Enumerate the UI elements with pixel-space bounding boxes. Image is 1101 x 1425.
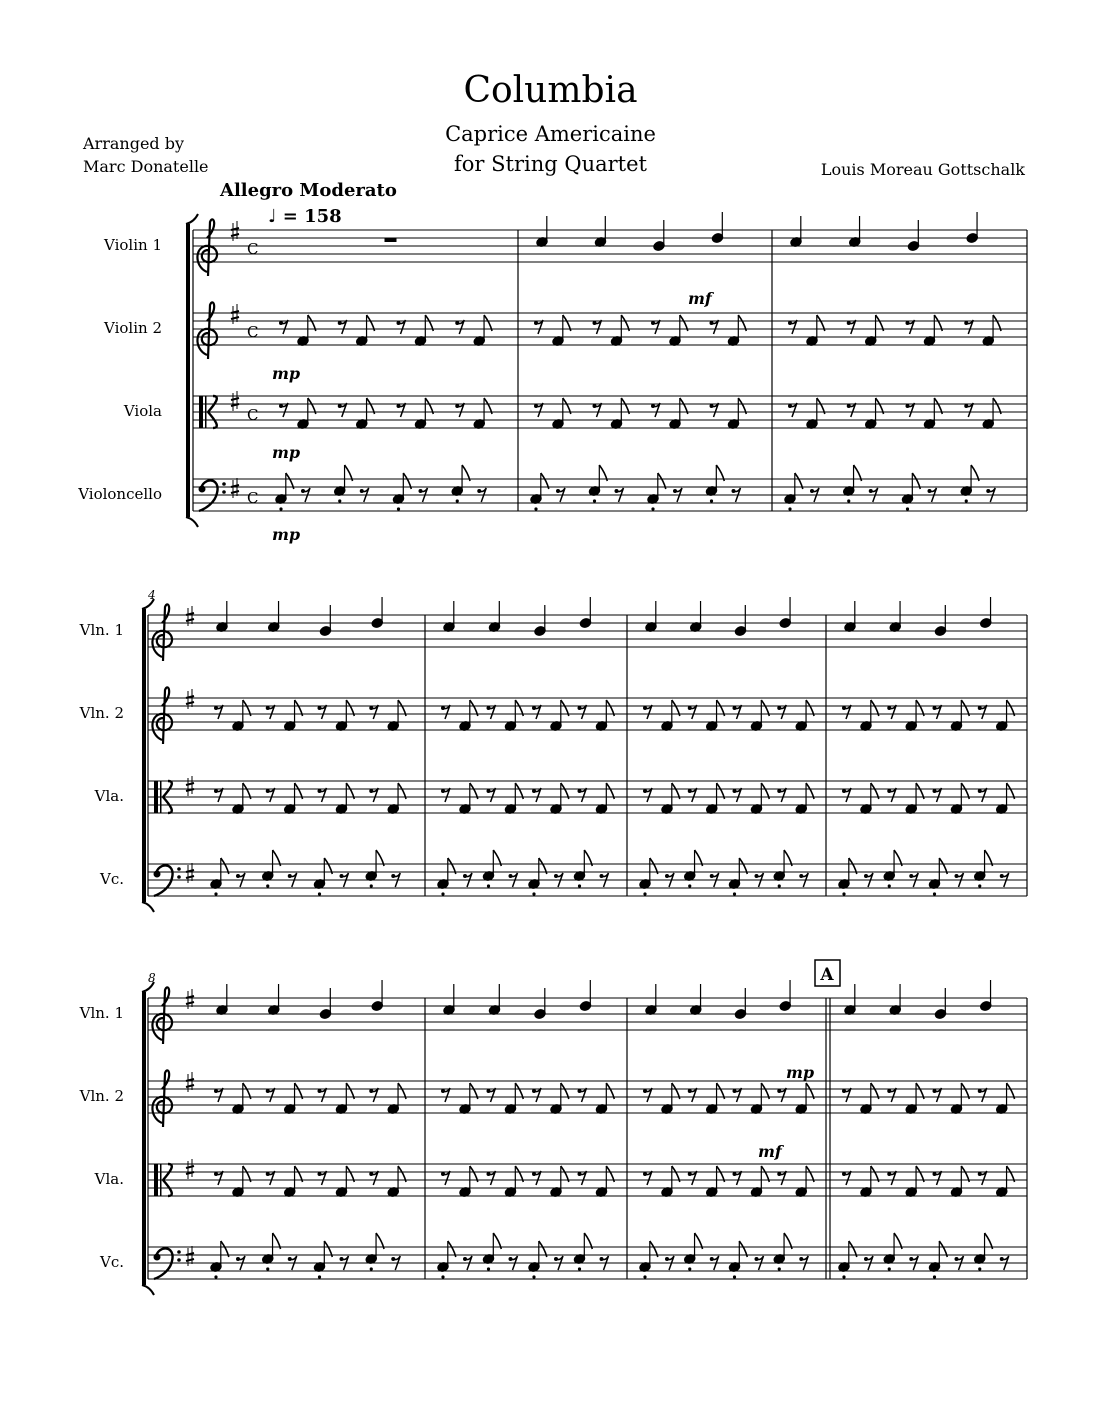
eighth-rest-dot xyxy=(391,1257,395,1261)
eighth-rest-dot xyxy=(842,1172,846,1176)
key-sharp-bar xyxy=(231,398,239,400)
staccato-dot xyxy=(456,499,459,502)
eighth-rest-dot xyxy=(732,489,736,493)
eighth-rest-dot xyxy=(733,1089,737,1093)
eighth-rest-dot xyxy=(665,1257,669,1261)
eighth-rest-dot xyxy=(532,789,536,793)
eighth-rest-dot xyxy=(236,1257,240,1261)
treble-clef-icon xyxy=(152,987,172,1044)
eighth-rest-dot xyxy=(955,874,959,878)
treble-clef-icon xyxy=(152,1070,172,1127)
eighth-rest-dot xyxy=(318,1089,322,1093)
eighth-rest-dot xyxy=(869,489,873,493)
dynamic-marking: mf xyxy=(758,1142,782,1161)
eighth-rest-dot xyxy=(864,1257,868,1261)
eighth-rest-dot xyxy=(978,706,982,710)
bass-clef-icon xyxy=(222,482,226,486)
eighth-rest-dot xyxy=(214,706,218,710)
eighth-rest-dot xyxy=(710,321,714,325)
eighth-rest-dot xyxy=(301,489,305,493)
staccato-dot xyxy=(643,892,646,895)
key-sharp-bar xyxy=(186,1166,194,1168)
eighth-rest-dot xyxy=(338,404,342,408)
eighth-rest-dot xyxy=(688,1172,692,1176)
staccato-dot xyxy=(441,1275,444,1278)
staccato-dot xyxy=(318,1275,321,1278)
instrument-name: Vc. xyxy=(99,870,124,888)
eighth-rest-dot xyxy=(487,1172,491,1176)
eighth-rest-dot xyxy=(933,1089,937,1093)
eighth-rest-dot xyxy=(532,1172,536,1176)
eighth-rest-dot xyxy=(318,1172,322,1176)
instrument-name: Vla. xyxy=(94,1170,124,1188)
eighth-rest-dot xyxy=(906,404,910,408)
eighth-rest-dot xyxy=(532,706,536,710)
eighth-rest-dot xyxy=(978,1089,982,1093)
staccato-dot xyxy=(279,507,282,510)
tempo-marking: Allegro Moderato xyxy=(220,180,397,201)
eighth-rest-dot xyxy=(788,404,792,408)
eighth-rest-dot xyxy=(643,789,647,793)
instrument-name: Violin 2 xyxy=(104,319,162,337)
bass-clef-icon xyxy=(154,1254,161,1261)
eighth-rest-dot xyxy=(986,489,990,493)
eighth-rest-dot xyxy=(419,489,423,493)
staccato-dot xyxy=(842,892,845,895)
composer-name: Louis Moreau Gottschalk xyxy=(820,160,1025,179)
eighth-rest-dot xyxy=(463,874,467,878)
staccato-dot xyxy=(397,507,400,510)
score-title: Columbia xyxy=(463,70,638,111)
eighth-rest-dot xyxy=(887,1089,891,1093)
staccato-dot xyxy=(888,1267,891,1270)
staccato-dot xyxy=(688,1267,691,1270)
bass-clef-icon xyxy=(177,867,181,871)
eighth-rest-dot xyxy=(777,1089,781,1093)
instrument-name: Vc. xyxy=(99,1253,124,1271)
bass-clef-icon xyxy=(154,1248,173,1279)
arranger-label: Arranged by xyxy=(83,134,185,153)
treble-clef-icon xyxy=(197,219,217,276)
eighth-rest-dot xyxy=(733,1172,737,1176)
key-sharp-bar xyxy=(186,1002,194,1004)
eighth-rest-dot xyxy=(600,1257,604,1261)
staccato-dot xyxy=(733,892,736,895)
alto-clef-icon xyxy=(154,1164,158,1196)
instrument-name: Vln. 2 xyxy=(79,1087,124,1105)
staccato-dot xyxy=(933,892,936,895)
eighth-rest-dot xyxy=(1000,874,1004,878)
eighth-rest-dot xyxy=(651,404,655,408)
staccato-dot xyxy=(370,1267,373,1270)
measure-number: 4 xyxy=(148,588,156,602)
staccato-dot xyxy=(888,884,891,887)
eighth-rest-dot xyxy=(755,1257,759,1261)
eighth-rest-dot xyxy=(593,321,597,325)
eighth-rest-dot xyxy=(978,1172,982,1176)
instrument-name: Violin 1 xyxy=(104,236,162,254)
eighth-rest-dot xyxy=(909,1257,913,1261)
staccato-dot xyxy=(847,499,850,502)
eighth-rest-dot xyxy=(487,706,491,710)
eighth-rest-dot xyxy=(578,1089,582,1093)
dynamic-marking: mp xyxy=(272,443,301,462)
eighth-rest-dot xyxy=(593,404,597,408)
eighth-rest-dot xyxy=(955,1257,959,1261)
eighth-rest-dot xyxy=(441,706,445,710)
alto-clef-icon xyxy=(160,781,162,813)
eighth-rest-dot xyxy=(441,1089,445,1093)
score-subtitle-line1: Caprice Americaine xyxy=(445,122,656,146)
key-sharp-bar xyxy=(231,234,239,236)
eighth-rest-dot xyxy=(455,404,459,408)
eighth-rest-dot xyxy=(214,1172,218,1176)
arranger-name: Marc Donatelle xyxy=(83,157,209,176)
instrument-name: Viola xyxy=(123,402,162,420)
eighth-rest-dot xyxy=(236,874,240,878)
eighth-rest-dot xyxy=(340,874,344,878)
instrument-name: Vla. xyxy=(94,787,124,805)
eighth-rest-dot xyxy=(369,706,373,710)
bass-clef-icon xyxy=(199,486,206,493)
eighth-rest-dot xyxy=(933,789,937,793)
eighth-rest-dot xyxy=(369,789,373,793)
system-bracket xyxy=(142,902,154,912)
eighth-rest-dot xyxy=(532,1089,536,1093)
instrument-name: Vln. 1 xyxy=(79,621,124,639)
eighth-rest-dot xyxy=(847,404,851,408)
treble-clef-icon xyxy=(152,604,172,661)
bass-clef-icon xyxy=(154,865,173,896)
score-subtitle-line2: for String Quartet xyxy=(454,152,647,176)
eighth-rest-dot xyxy=(710,1257,714,1261)
treble-clef-icon xyxy=(197,302,217,359)
staccato-dot xyxy=(906,507,909,510)
eighth-rest-dot xyxy=(360,489,364,493)
eighth-rest-dot xyxy=(600,874,604,878)
eighth-rest-dot xyxy=(288,1257,292,1261)
eighth-rest-dot xyxy=(643,1089,647,1093)
staccato-dot xyxy=(778,1267,781,1270)
eighth-rest-dot xyxy=(933,706,937,710)
time-signature: C xyxy=(247,406,259,424)
staccato-dot xyxy=(578,1267,581,1270)
eighth-rest-dot xyxy=(777,706,781,710)
eighth-rest-dot xyxy=(266,1089,270,1093)
eighth-rest-dot xyxy=(509,1257,513,1261)
eighth-rest-dot xyxy=(534,404,538,408)
measure-number: 8 xyxy=(148,971,156,985)
eighth-rest-dot xyxy=(279,321,283,325)
key-sharp-bar xyxy=(186,1085,194,1087)
eighth-rest-dot xyxy=(688,706,692,710)
eighth-rest-dot xyxy=(710,874,714,878)
eighth-rest-dot xyxy=(578,706,582,710)
staccato-dot xyxy=(578,884,581,887)
eighth-rest-dot xyxy=(906,321,910,325)
eighth-rest-dot xyxy=(842,1089,846,1093)
staccato-dot xyxy=(370,884,373,887)
eighth-rest-dot xyxy=(978,789,982,793)
staccato-dot xyxy=(733,1275,736,1278)
instrument-name: Vln. 1 xyxy=(79,1004,124,1022)
staccato-dot xyxy=(788,507,791,510)
staccato-dot xyxy=(487,884,490,887)
eighth-rest-dot xyxy=(266,706,270,710)
staccato-dot xyxy=(593,499,596,502)
eighth-rest-dot xyxy=(710,404,714,408)
staccato-dot xyxy=(214,1275,217,1278)
eighth-rest-dot xyxy=(643,1172,647,1176)
staccato-dot xyxy=(978,884,981,887)
eighth-rest-dot xyxy=(864,874,868,878)
staccato-dot xyxy=(643,1275,646,1278)
eighth-rest-dot xyxy=(964,404,968,408)
eighth-rest-dot xyxy=(288,874,292,878)
alto-clef-icon xyxy=(205,396,207,428)
staccato-dot xyxy=(933,1275,936,1278)
eighth-rest-dot xyxy=(554,1257,558,1261)
eighth-rest-dot xyxy=(964,321,968,325)
eighth-rest-dot xyxy=(673,489,677,493)
eighth-rest-dot xyxy=(318,789,322,793)
bass-clef-icon xyxy=(154,871,161,878)
eighth-rest-dot xyxy=(487,1089,491,1093)
whole-rest xyxy=(385,238,397,242)
eighth-rest-dot xyxy=(214,789,218,793)
bass-clef-icon xyxy=(177,1250,181,1254)
staccato-dot xyxy=(710,499,713,502)
eighth-rest-dot xyxy=(777,1172,781,1176)
time-signature: C xyxy=(247,489,259,507)
eighth-rest-dot xyxy=(509,874,513,878)
key-sharp-bar xyxy=(186,1259,194,1261)
eighth-rest-dot xyxy=(397,404,401,408)
instrument-name: Vln. 2 xyxy=(79,704,124,722)
dynamic-marking: mp xyxy=(272,525,301,544)
eighth-rest-dot xyxy=(455,321,459,325)
eighth-rest-dot xyxy=(651,321,655,325)
eighth-rest-dot xyxy=(477,489,481,493)
eighth-rest-dot xyxy=(487,789,491,793)
system-bracket xyxy=(186,517,198,527)
key-sharp-bar xyxy=(186,783,194,785)
eighth-rest-dot xyxy=(887,706,891,710)
eighth-rest-dot xyxy=(318,706,322,710)
staccato-dot xyxy=(441,892,444,895)
eighth-rest-dot xyxy=(788,321,792,325)
key-sharp-bar xyxy=(231,491,239,493)
staccato-dot xyxy=(778,884,781,887)
eighth-rest-dot xyxy=(928,489,932,493)
key-sharp-bar xyxy=(186,619,194,621)
bass-clef-icon xyxy=(177,1258,181,1262)
instrument-name: Violoncello xyxy=(78,485,162,503)
treble-clef-icon xyxy=(152,687,172,744)
alto-clef-icon xyxy=(199,396,203,428)
staccato-dot xyxy=(338,499,341,502)
bass-clef-icon xyxy=(222,490,226,494)
staccato-dot xyxy=(532,892,535,895)
eighth-rest-dot xyxy=(266,1172,270,1176)
eighth-rest-dot xyxy=(340,1257,344,1261)
eighth-rest-dot xyxy=(909,874,913,878)
eighth-rest-dot xyxy=(688,789,692,793)
eighth-rest-dot xyxy=(688,1089,692,1093)
eighth-rest-dot xyxy=(733,789,737,793)
eighth-rest-dot xyxy=(391,874,395,878)
eighth-rest-dot xyxy=(810,489,814,493)
system-bracket xyxy=(142,1285,154,1295)
eighth-rest-dot xyxy=(842,706,846,710)
eighth-rest-dot xyxy=(441,1172,445,1176)
staccato-dot xyxy=(532,1275,535,1278)
eighth-rest-dot xyxy=(556,489,560,493)
staccato-dot xyxy=(688,884,691,887)
alto-clef-icon xyxy=(160,1164,162,1196)
eighth-rest-dot xyxy=(847,321,851,325)
staccato-dot xyxy=(978,1267,981,1270)
eighth-rest-dot xyxy=(214,1089,218,1093)
eighth-rest-dot xyxy=(463,1257,467,1261)
eighth-rest-dot xyxy=(755,874,759,878)
eighth-rest-dot xyxy=(887,1172,891,1176)
eighth-rest-dot xyxy=(1000,1257,1004,1261)
staccato-dot xyxy=(842,1275,845,1278)
eighth-rest-dot xyxy=(933,1172,937,1176)
eighth-rest-dot xyxy=(441,789,445,793)
bass-clef-icon xyxy=(177,875,181,879)
dynamic-marking: mp xyxy=(786,1063,815,1082)
eighth-rest-dot xyxy=(643,706,647,710)
eighth-rest-dot xyxy=(799,1257,803,1261)
key-sharp-bar xyxy=(186,876,194,878)
eighth-rest-dot xyxy=(369,1172,373,1176)
staccato-dot xyxy=(266,1267,269,1270)
staccato-dot xyxy=(487,1267,490,1270)
eighth-rest-dot xyxy=(397,321,401,325)
eighth-rest-dot xyxy=(279,404,283,408)
eighth-rest-dot xyxy=(369,1089,373,1093)
staccato-dot xyxy=(651,507,654,510)
eighth-rest-dot xyxy=(799,874,803,878)
time-signature: C xyxy=(247,240,259,258)
key-sharp-bar xyxy=(186,702,194,704)
eighth-rest-dot xyxy=(733,706,737,710)
staccato-dot xyxy=(534,507,537,510)
eighth-rest-dot xyxy=(338,321,342,325)
eighth-rest-dot xyxy=(665,874,669,878)
eighth-rest-dot xyxy=(615,489,619,493)
staccato-dot xyxy=(318,892,321,895)
staccato-dot xyxy=(266,884,269,887)
metronome-marking: ♩ = 158 xyxy=(268,206,342,227)
eighth-rest-dot xyxy=(842,789,846,793)
rehearsal-mark: A xyxy=(820,965,834,985)
alto-clef-icon xyxy=(154,781,158,813)
key-sharp-bar xyxy=(231,317,239,319)
eighth-rest-dot xyxy=(887,789,891,793)
eighth-rest-dot xyxy=(578,1172,582,1176)
staccato-dot xyxy=(214,892,217,895)
eighth-rest-dot xyxy=(534,321,538,325)
eighth-rest-dot xyxy=(578,789,582,793)
bass-clef-icon xyxy=(199,480,218,511)
dynamic-marking: mf xyxy=(688,289,712,308)
time-signature: C xyxy=(247,323,259,341)
staccato-dot xyxy=(965,499,968,502)
eighth-rest-dot xyxy=(554,874,558,878)
dynamic-marking: mp xyxy=(272,364,301,383)
eighth-rest-dot xyxy=(266,789,270,793)
eighth-rest-dot xyxy=(777,789,781,793)
system-bracket xyxy=(186,214,198,224)
